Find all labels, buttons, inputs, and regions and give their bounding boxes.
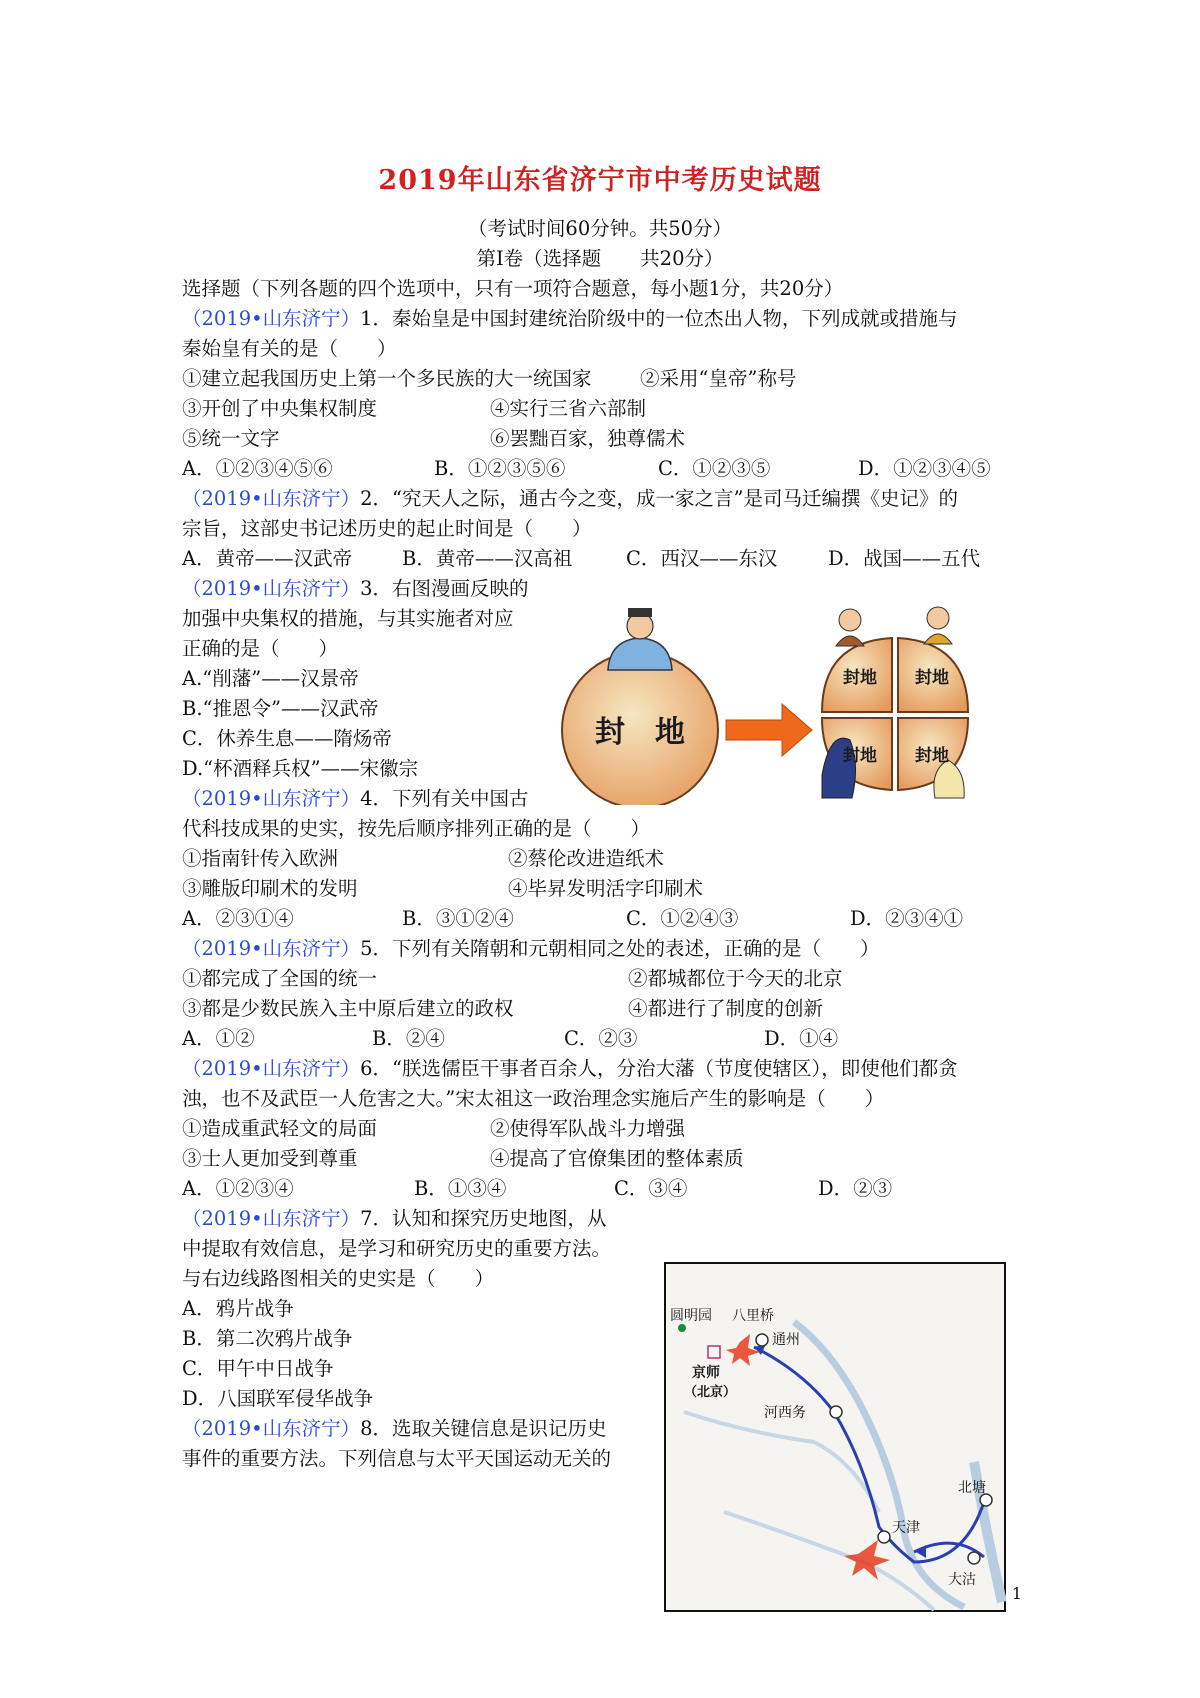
q1-item-5: ⑤统一文字 [182, 427, 280, 450]
q4-item-1: ①指南针传入欧洲 [182, 847, 339, 870]
yuanmingyuan-marker [678, 1324, 686, 1332]
q6-item-2: ②使得军队战斗力增强 [490, 1117, 686, 1140]
question-3-stem-cont: 加强中央集权的措施，与其实施者对应 [182, 607, 514, 630]
official-figure [608, 608, 672, 670]
beitang-label: 北塘 [958, 1480, 986, 1496]
q5-option-d: D．①④ [764, 1027, 839, 1050]
dagu-label: 大沽 [948, 1572, 976, 1588]
q6-option-b: B．①③④ [414, 1177, 507, 1200]
map-frame [665, 1263, 1005, 1611]
tongzhou-marker [756, 1334, 768, 1346]
prince-figure-1 [839, 609, 861, 631]
q6-item-4: ④提高了官僚集团的整体素质 [490, 1147, 744, 1170]
instruction: 选择题（下列各题的四个选项中，只有一项符合题意，每小题1分，共20分） [182, 277, 844, 300]
question-5-stem: （2019•山东济宁）5．下列有关隋朝和元朝相同之处的表述，正确的是（ ） [182, 937, 880, 960]
q5-option-a: A．①② [182, 1027, 255, 1050]
q3-option-b: B.“推恩令”——汉武帝 [182, 697, 379, 720]
q6-option-c: C．③④ [614, 1177, 688, 1200]
q5-item-1: ①都完成了全国的统一 [182, 967, 378, 990]
q5-item-4: ④都进行了制度的创新 [628, 997, 824, 1020]
tongzhou-label: 通州 [772, 1332, 800, 1348]
q1-option-b: B．①②③⑤⑥ [434, 457, 566, 480]
q1-option-d: D．①②③④⑤ [858, 457, 991, 480]
q4-item-2: ②蔡伦改进造纸术 [508, 847, 665, 870]
q4-option-b: B．③①②④ [402, 907, 514, 930]
question-7-stem-cont: 中提取有效信息，是学习和研究历史的重要方法。 [182, 1237, 612, 1260]
exam-info: （考试时间60分钟。共50分） [467, 217, 733, 240]
q7-option-b: B．第二次鸦片战争 [182, 1327, 353, 1350]
q4-item-4: ④毕昇发明活字印刷术 [508, 877, 704, 900]
question-4-stem: （2019•山东济宁）4．下列有关中国古 [182, 787, 529, 810]
tianjin-label: 天津 [892, 1520, 920, 1536]
question-2-stem-cont: 宗旨，这部史书记述历史的起止时间是（ ） [182, 517, 592, 540]
jingshi-label: 京师 [692, 1365, 720, 1381]
source-tag: （2019•山东济宁） [182, 307, 361, 330]
q2-option-b: B．黄帝——汉高祖 [402, 547, 573, 570]
q6-option-a: A．①②③④ [182, 1177, 294, 1200]
q3-option-c: C．休养生息——隋炀帝 [182, 727, 392, 750]
q1-option-c: C．①②③⑤ [658, 457, 771, 480]
q3-option-a: A.“削藩”——汉景帝 [182, 667, 359, 690]
section-heading: 第Ⅰ卷（选择题 共20分） [476, 247, 724, 270]
q1-item-2: ②采用“皇帝”称号 [640, 367, 797, 390]
fief-label-big: 封 地 [595, 715, 685, 750]
dagu-marker [968, 1552, 980, 1564]
q2-option-c: C．西汉——东汉 [626, 547, 778, 570]
q5-option-b: B．②④ [372, 1027, 445, 1050]
beijing-label: （北京） [684, 1385, 737, 1400]
prince-figure-2 [927, 607, 949, 629]
question-6-stem-cont: 浊，也不及武臣一人危害之大。”宋太祖这一政治理念实施后产生的影响是（ ） [182, 1087, 885, 1110]
q4-option-a: A．②③①④ [182, 907, 294, 930]
question-3-stem: （2019•山东济宁）3．右图漫画反映的 [182, 577, 529, 600]
question-2-stem: （2019•山东济宁）2．“究天人之际，通古今之变，成一家之言”是司马迁编撰《史记》的 [182, 487, 958, 510]
fief-division-cartoon [560, 600, 1010, 805]
fief-label-1: 封地 [843, 668, 877, 688]
hexiwu-marker [830, 1406, 842, 1418]
q1-item-4: ④实行三省六部制 [490, 397, 647, 420]
q5-item-2: ②都城都位于今天的北京 [628, 967, 843, 990]
q5-option-c: C．②③ [564, 1027, 638, 1050]
question-7-stem: （2019•山东济宁）7．认知和探究历史地图，从 [182, 1207, 607, 1230]
fief-label-2: 封地 [915, 668, 949, 688]
q7-option-d: D．八国联军侵华战争 [182, 1387, 374, 1410]
question-1-stem: （2019•山东济宁）1．秦始皇是中国封建统治阶级中的一位杰出人物，下列成就或措施与 [182, 307, 958, 330]
question-7-stem-cont2: 与右边线路图相关的史实是（ ） [182, 1267, 495, 1290]
arrow-right-icon [726, 704, 812, 756]
question-3-stem-cont2: 正确的是（ ） [182, 637, 339, 660]
question-6-stem: （2019•山东济宁）6．“朕选儒臣干事者百余人，分治大藩（节度使辖区），即使他们都贪 [182, 1057, 958, 1080]
question-8-stem-cont: 事件的重要方法。下列信息与太平天国运动无关的 [182, 1447, 612, 1470]
q1-option-a: A．①②③④⑤⑥ [182, 457, 333, 480]
baliqiao-label: 八里桥 [732, 1308, 774, 1324]
q4-option-c: C．①②④③ [626, 907, 739, 930]
q1-item-6: ⑥罢黜百家，独尊儒术 [490, 427, 686, 450]
q7-option-c: C．甲午中日战争 [182, 1357, 334, 1380]
question-1-stem-cont: 秦始皇有关的是（ ） [182, 337, 397, 360]
q1-item-3: ③开创了中央集权制度 [182, 397, 378, 420]
route-map [664, 1262, 1006, 1612]
q6-option-d: D．②③ [818, 1177, 893, 1200]
yuanmingyuan-label: 圆明园 [670, 1308, 712, 1324]
fief-label-3: 封地 [843, 746, 877, 766]
question-4-stem-cont: 代科技成果的史实，按先后顺序排列正确的是（ ） [182, 817, 651, 840]
q5-item-3: ③都是少数民族入主中原后建立的政权 [182, 997, 514, 1020]
page-number: 1 [1011, 1584, 1022, 1603]
q1-item-1: ①建立起我国历史上第一个多民族的大一统国家 [182, 367, 592, 390]
question-8-stem: （2019•山东济宁）8．选取关键信息是识记历史 [182, 1417, 607, 1440]
q7-option-a: A．鸦片战争 [182, 1297, 294, 1320]
fief-label-4: 封地 [915, 746, 949, 766]
tianjin-marker [878, 1531, 890, 1543]
q6-item-1: ①造成重武轻文的局面 [182, 1117, 378, 1140]
q4-option-d: D．②③④① [850, 907, 964, 930]
q2-option-a: A．黄帝——汉武帝 [182, 547, 353, 570]
q2-option-d: D．战国——五代 [828, 547, 981, 570]
q6-item-3: ③士人更加受到尊重 [182, 1147, 358, 1170]
hexiwu-label: 河西务 [764, 1405, 806, 1421]
q4-item-3: ③雕版印刷术的发明 [182, 877, 358, 900]
q3-option-d: D.“杯酒释兵权”——宋徽宗 [182, 757, 419, 780]
page-title: 2019年山东省济宁市中考历史试题 [378, 165, 822, 196]
